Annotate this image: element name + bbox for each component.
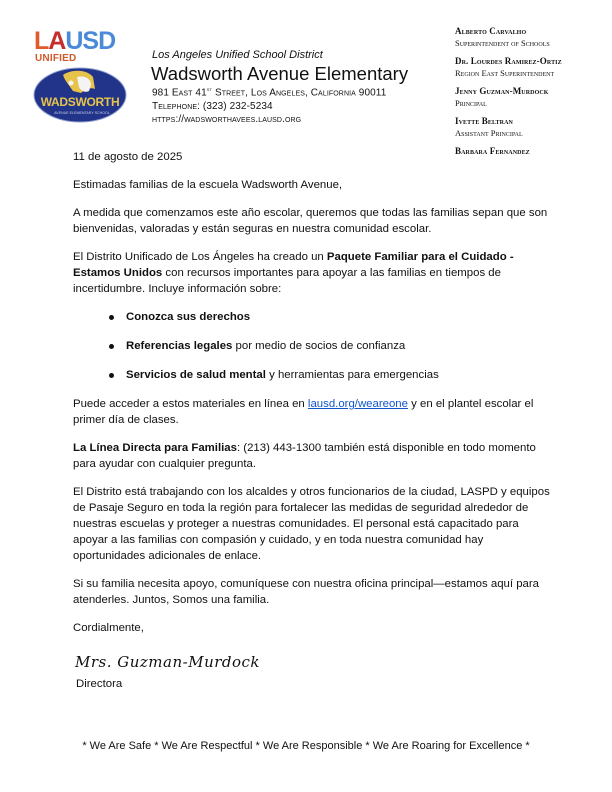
bullet-icon xyxy=(109,373,114,378)
list-item: Servicios de salud mental y herramientas para emergencias xyxy=(73,367,553,383)
staff-name: Ivette Beltran xyxy=(455,116,513,126)
footer-motto: * We Are Safe * We Are Respectful * We Are Responsible * We Are Roaring for Excellence * xyxy=(82,740,530,752)
school-name: Wadsworth Avenue Elementary xyxy=(151,63,409,84)
list-item: Referencias legales por medio de socios de confianza xyxy=(73,338,553,354)
staff-list xyxy=(455,25,605,154)
letter-body xyxy=(73,149,553,648)
package-name: Paquete Familiar para el Cuidado - Estamos Unidos xyxy=(73,251,514,279)
list-item: Conozca sus derechos xyxy=(73,309,553,325)
staff-item xyxy=(455,85,605,109)
staff-title: Region East Superintendent xyxy=(455,68,555,78)
staff-item-clipped xyxy=(455,145,605,156)
letter-greeting: Estimadas familias de la escuela Wadsworth Avenue, xyxy=(73,179,343,191)
lausd-logo xyxy=(34,29,144,65)
paragraph-online-access: Puede acceder a estos materiales en línea en lausd.org/weareone y en el plantel escolar el primer día de clases. xyxy=(73,398,534,426)
staff-name: Jenny Guzman-Murdock xyxy=(455,86,549,96)
logo-unified-text: UNIFIED xyxy=(35,53,77,64)
paragraph-safety: El Distrito está trabajando con los alcaldes y otros funcionarios de la ciudad, LASPD y equipos de Pasaje Seguro en toda la región para fortalecer las medidas de seguridad alrededor de nuestras escuelas y proteger a nuestras comunidades. El personal está capacitado para apoyar a las familias con compasión y cuidado, y en toda nuestra comunidad hay oportunidades adicionales de enlace. xyxy=(73,486,550,562)
staff-item xyxy=(455,25,605,49)
hotline-label: La Línea Directa para Familias xyxy=(73,442,237,454)
signer-role: Directora xyxy=(76,678,123,690)
paragraph-hotline: La Línea Directa para Familias: (213) 443-1300 también está disponible en todo momento para ayudar con cualquier pregunta. xyxy=(73,442,536,470)
letter-closing: Cordialmente, xyxy=(73,622,144,634)
staff-name: Alberto Carvalho xyxy=(455,26,527,36)
staff-title: Superintendent of Schools xyxy=(455,38,550,48)
logo-letters-usd: USD xyxy=(65,27,116,55)
staff-title: Principal xyxy=(455,98,487,108)
resources-list xyxy=(73,309,553,383)
logo-wadsworth-text: WADSWORTH xyxy=(40,95,120,109)
logo-subtext: AVENUE ELEMENTARY SCHOOL xyxy=(54,111,110,115)
school-address: 981 East 41st Street, Los Angeles, California 90011 xyxy=(152,87,387,99)
wadsworth-lion-emblem-icon xyxy=(33,67,127,123)
signature: Mrs. Guzman-Murdock xyxy=(75,653,261,671)
paragraph-family-package: El Distrito Unificado de Los Ángeles ha creado un Paquete Familiar para el Cuidado - Estamos Unidos con recursos importantes para apoyar a las familias en tiempos de incertidumbre. Incluye información sobre: xyxy=(73,251,514,295)
district-name: Los Angeles Unified School District xyxy=(152,49,323,61)
logo-letter-l: L xyxy=(34,27,49,55)
paragraph-welcome: A medida que comenzamos este año escolar, queremos que todas las familias sepan que son bienvenidas, valoradas y están seguras en nuestra comunidad escolar. xyxy=(73,207,548,235)
school-telephone: Telephone: (323) 232-5234 xyxy=(152,101,273,112)
staff-name: Dr. Lourdes Ramirez-Ortiz xyxy=(455,56,562,66)
bullet-icon xyxy=(109,315,114,320)
staff-item xyxy=(455,115,605,139)
paragraph-support: Si su familia necesita apoyo, comuníquese con nuestra oficina principal—estamos aquí para atenderles. Juntos, Somos una familia. xyxy=(73,578,540,606)
letter-date: 11 de agosto de 2025 xyxy=(73,151,183,163)
weareone-link[interactable]: lausd.org/weareone xyxy=(307,398,408,410)
staff-title: Assistant Principal xyxy=(455,128,523,138)
school-website[interactable]: https://wadsworthavees.lausd.org xyxy=(152,114,302,125)
wadsworth-logo xyxy=(33,67,127,123)
logo-letter-a: A xyxy=(48,27,66,55)
staff-item xyxy=(455,55,605,79)
bullet-icon xyxy=(109,344,114,349)
staff-name: Barbara Fernandez xyxy=(455,146,530,156)
